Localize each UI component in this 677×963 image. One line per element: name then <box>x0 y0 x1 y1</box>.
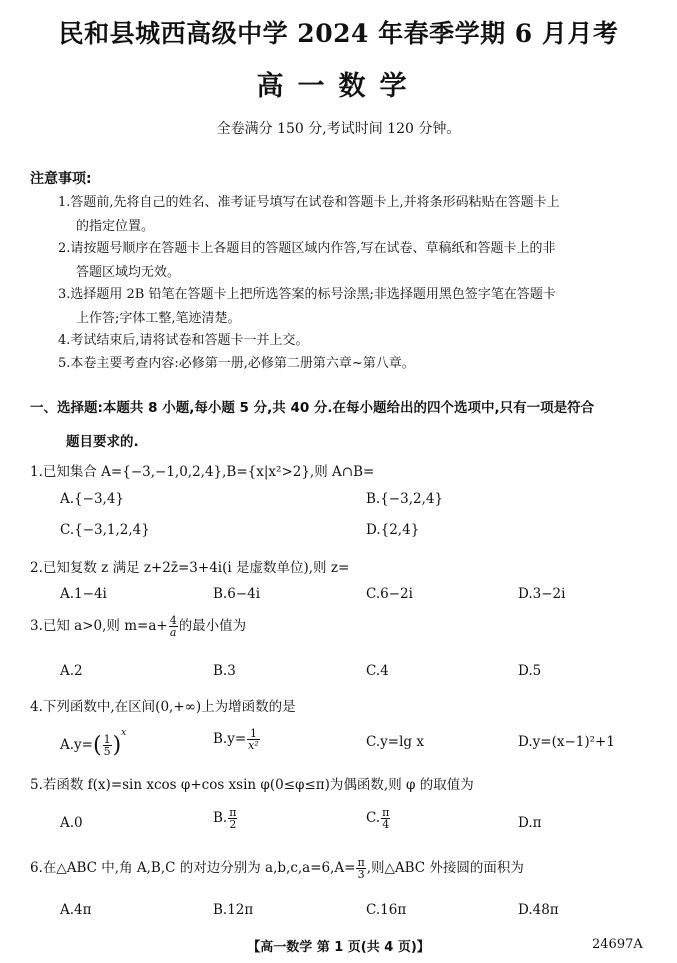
notice-item-2-cont: 答题区域均无效。 <box>76 265 181 280</box>
question-5-option-d: D.π <box>518 815 542 831</box>
option-a-fraction <box>103 734 112 757</box>
question-6-option-d: D.48π <box>518 902 559 918</box>
option-b-prefix: B. <box>213 810 228 826</box>
right-paren: ) <box>112 733 122 758</box>
question-5-option-c <box>366 807 391 830</box>
fraction-denominator: x² <box>248 739 259 752</box>
question-3-stem-post: 的最小值为 <box>178 618 247 634</box>
question-3-fraction <box>169 615 178 638</box>
question-6-option-c: C.16π <box>366 902 407 918</box>
question-2-option-b: B.6−4i <box>213 586 261 602</box>
notice-item-2: 2.请按题号顺序在答题卡上各题目的答题区域内作答,写在试卷、草稿纸和答题卡上的非 <box>58 241 556 256</box>
option-b-fraction <box>247 728 260 751</box>
question-3-stem-pre: 3.已知 a>0,则 m=a+ <box>30 618 168 634</box>
option-c-fraction <box>381 807 390 830</box>
paper-code: 24697A <box>592 937 643 952</box>
question-5-option-a: A.0 <box>60 815 83 831</box>
notice-item-1: 1.答题前,先将自己的姓名、准考证号填写在试卷和答题卡上,并将条形码粘贴在答题卡上 <box>58 195 560 210</box>
question-4-option-d: D.y=(x−1)²+1 <box>518 734 615 750</box>
fraction-denominator: 3 <box>357 868 365 881</box>
fraction-denominator: 4 <box>382 818 390 831</box>
fraction-numerator: π <box>357 856 365 869</box>
question-2-stem: 2.已知复数 z 满足 z+2z̄=3+4i(i 是虚数单位),则 z= <box>30 560 350 576</box>
fraction-denominator: 5 <box>103 745 111 758</box>
notice-item-3-cont: 上作答;字体工整,笔迹清楚。 <box>76 311 241 326</box>
option-b-prefix: B.y= <box>213 731 247 747</box>
option-a-prefix: A.y= <box>60 737 93 753</box>
notice-item-4: 4.考试结束后,请将试卷和答题卡一并上交。 <box>58 333 309 348</box>
fraction-denominator: a <box>169 626 177 639</box>
question-3-option-a: A.2 <box>60 663 83 679</box>
question-3-option-b: B.3 <box>213 663 236 679</box>
question-6-option-b: B.12π <box>213 902 254 918</box>
question-4-stem: 4.下列函数中,在区间(0,+∞)上为增函数的是 <box>30 699 296 715</box>
option-c-prefix: C. <box>366 810 381 826</box>
question-2-option-c: C.6−2i <box>366 586 413 602</box>
subject-title: 高一数学 <box>256 71 421 102</box>
question-2-option-a: A.1−4i <box>60 586 107 602</box>
question-1-option-a: A.{−3,4} <box>60 491 124 507</box>
question-6-option-a: A.4π <box>60 902 92 918</box>
question-6-stem <box>30 856 524 880</box>
fraction-numerator: π <box>382 806 390 819</box>
question-1-stem: 1.已知集合 A={−3,−1,0,2,4},B={x|x²>2},则 A∩B= <box>30 464 375 480</box>
question-3-option-c: C.4 <box>366 663 389 679</box>
question-5-option-b <box>213 807 238 830</box>
question-1-option-b: B.{−3,2,4} <box>366 491 444 507</box>
question-4-option-c: C.y=lg x <box>366 734 424 750</box>
option-a-exponent: x <box>121 728 127 738</box>
option-b-fraction <box>228 807 237 830</box>
left-paren: ( <box>92 733 102 758</box>
fraction-numerator: 4 <box>169 614 177 627</box>
page-footer: 【高一数学 第 1 页(共 4 页)】 <box>247 940 430 955</box>
section-heading: 一、选择题:本题共 8 小题,每小题 5 分,共 40 分.在每小题给出的四个选项中,只有一项是符合 <box>30 400 595 416</box>
section-heading-cont: 题目要求的. <box>66 434 139 450</box>
question-5-stem: 5.若函数 f(x)=sin xcos φ+cos xsin φ(0≤φ≤π)为偶函数,则 φ 的取值为 <box>30 777 474 793</box>
question-3-option-d: D.5 <box>518 663 542 679</box>
question-1-option-c: C.{−3,1,2,4} <box>60 522 150 538</box>
question-1-option-d: D.{2,4} <box>366 522 420 538</box>
exam-info: 全卷满分 150 分,考试时间 120 分钟。 <box>216 121 461 137</box>
question-2-option-d: D.3−2i <box>518 586 566 602</box>
exam-title: 民和县城西高级中学 2024 年春季学期 6 月月考 <box>58 19 619 48</box>
question-6-stem-pre: 6.在△ABC 中,角 A,B,C 的对边分别为 a,b,c,a=6,A= <box>30 860 356 876</box>
question-3-stem <box>30 614 246 638</box>
question-4-option-a <box>60 728 126 758</box>
question-6-fraction <box>356 857 365 880</box>
notice-item-1-cont: 的指定位置。 <box>76 219 155 234</box>
notice-item-3: 3.选择题用 2B 铅笔在答题卡上把所选答案的标号涂黑;非选择题用黑色签字笔在答题卡 <box>58 287 556 302</box>
fraction-numerator: π <box>229 806 237 819</box>
fraction-denominator: 2 <box>229 818 237 831</box>
question-4-option-b <box>213 728 261 751</box>
question-6-stem-post: ,则△ABC 外接圆的面积为 <box>366 860 524 876</box>
fraction-numerator: 1 <box>247 728 260 740</box>
notice-item-5: 5.本卷主要考查内容:必修第一册,必修第二册第六章~第八章。 <box>58 356 415 371</box>
notice-heading: 注意事项: <box>30 171 92 187</box>
fraction-numerator: 1 <box>103 733 111 746</box>
